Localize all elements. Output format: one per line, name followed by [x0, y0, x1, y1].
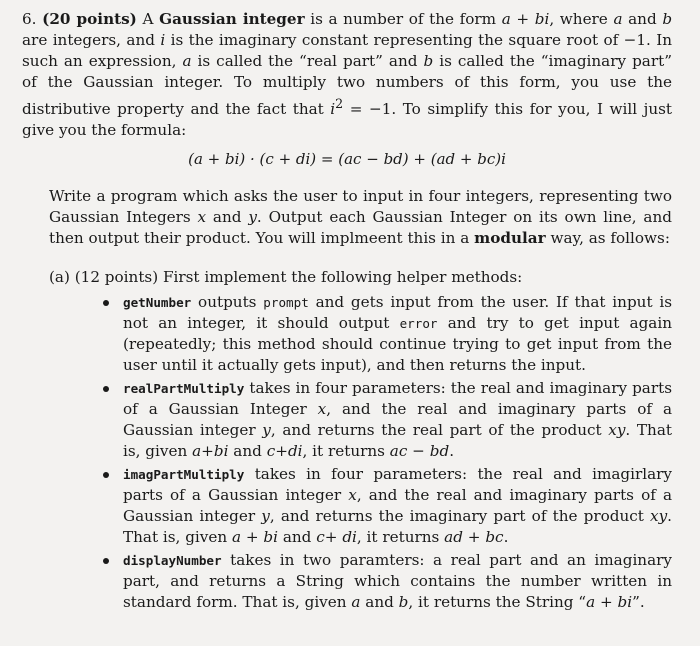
- method-name: imagPartMultiply: [123, 467, 245, 483]
- helper-methods-list: [49, 292, 672, 613]
- method-description: outputs prompt and gets input from the user. If that input is not an integer, it should output error and try to get input again (repeatedly; this method should continue trying to get input from the user until it actually gets input), and then returns the input.: [123, 293, 672, 375]
- method-name: getNumber: [123, 295, 192, 311]
- method-item-imagpartmultiply: [123, 464, 672, 548]
- method-description: takes in four parameters: the real and imaginary parts of a Gaussian Integer x, and the real and imaginary parts of a Gaussian integer y, and returns the real part of the product xy. That is, given a+bi and c+di, it returns ac − bd.: [123, 379, 673, 461]
- question-points: (20 points): [42, 10, 137, 28]
- intro-text: A Gaussian integer is a number of the form a + bi, where a and b are integers, and i is the imaginary constant representing the square root of −1. In such an expression, a is called the “real part” and b is called the “imaginary part” of the Gaussian integer. To multiply two numbers of this form, you use the distributive property and the fact that $i^2 = -1$. To simplify this for you, I will just give you the formula:: [22, 10, 673, 140]
- method-description: takes in four parameters: the real and imagirlary parts of a Gaussian integer x, and the real and imaginary parts of a Gaussian integer y, and returns the imaginary part of the product xy. That is, given a + bi and c+ di, it returns ad + bc.: [123, 465, 672, 547]
- part-a-heading: (a) (12 points) First implement the following helper methods:: [49, 268, 523, 287]
- problem-6: [22, 9, 672, 615]
- method-name: displayNumber: [123, 553, 222, 569]
- program-description: Write a program which asks the user to input in four integers, representing two Gaussian Integers x and y. Output each Gaussian Integer on its own line, and then output their product. You will implmeent this in a modular way, as follows:: [49, 187, 672, 248]
- method-description: takes in two paramters: a real part and an imaginary part, and returns a String which contains the number written in standard form. That is, given a and b, it returns the String “a + bi”.: [123, 551, 672, 612]
- part-a: [49, 267, 672, 613]
- method-name: realPartMultiply: [123, 381, 245, 397]
- method-item-displaynumber: [123, 550, 672, 613]
- multiplication-formula: (a + bi) · (c + di) = (ac − bd) + (ad + bc)i: [188, 150, 506, 169]
- question-number: 6.: [22, 10, 37, 28]
- method-item-getnumber: [123, 292, 672, 376]
- method-item-realpartmultiply: [123, 378, 672, 462]
- problem-intro: [22, 9, 672, 141]
